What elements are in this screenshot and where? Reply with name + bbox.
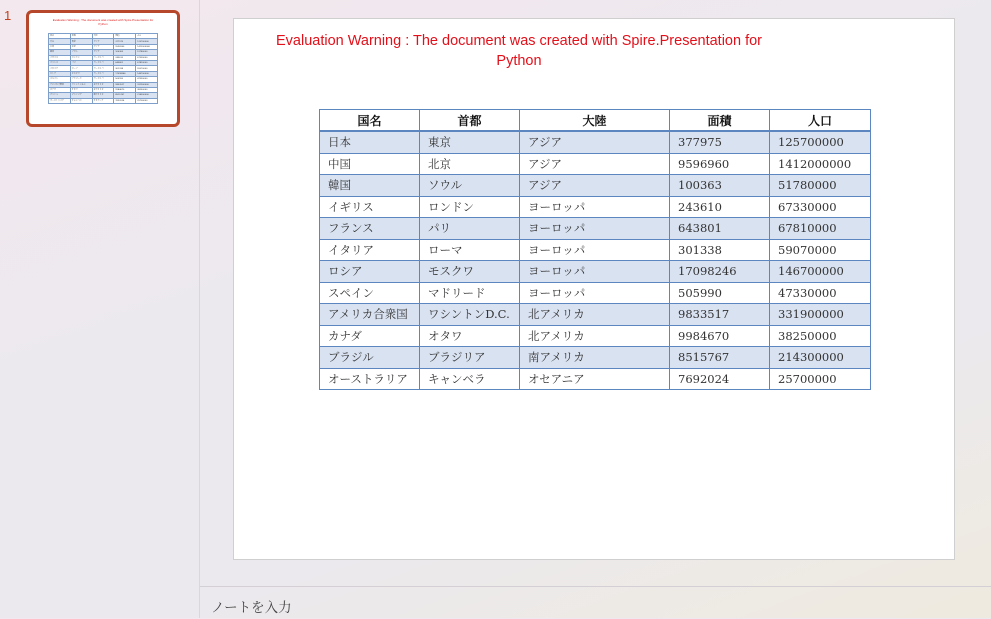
notes-pane[interactable] bbox=[200, 586, 991, 619]
thumbnail-table-cell: 505990 bbox=[114, 77, 136, 82]
thumbnail-table-row bbox=[49, 98, 158, 103]
table-header-cell[interactable]: 国名 bbox=[320, 110, 420, 132]
table-cell[interactable]: 214300000 bbox=[770, 347, 871, 369]
thumbnail-table-cell: 331900000 bbox=[136, 82, 158, 87]
table-cell[interactable]: ヨーロッパ bbox=[520, 261, 670, 283]
table-row bbox=[320, 325, 871, 347]
thumbnail-table-cell: 301338 bbox=[114, 66, 136, 71]
thumbnail-table-cell: ヨーロッパ bbox=[92, 55, 114, 60]
slide-thumbnail-pane bbox=[0, 0, 200, 618]
thumbnail-table-cell: オタワ bbox=[70, 87, 92, 92]
table-cell[interactable]: フランス bbox=[320, 218, 420, 240]
table-row bbox=[320, 153, 871, 175]
table-cell[interactable]: パリ bbox=[420, 218, 520, 240]
table-row bbox=[320, 368, 871, 390]
thumbnail-table-cell: 146700000 bbox=[136, 71, 158, 76]
table-cell[interactable]: 中国 bbox=[320, 153, 420, 175]
thumbnail-table-cell: 51780000 bbox=[136, 50, 158, 55]
thumbnail-table-cell: アジア bbox=[92, 39, 114, 44]
thumbnail-table-cell: 人口 bbox=[136, 34, 158, 39]
thumbnail-table-cell: ヨーロッパ bbox=[92, 66, 114, 71]
slide-canvas[interactable] bbox=[233, 18, 955, 560]
thumbnail-table-cell: ローマ bbox=[70, 66, 92, 71]
table-cell[interactable]: 1412000000 bbox=[770, 153, 871, 175]
thumbnail-table-cell: カナダ bbox=[49, 87, 71, 92]
table-cell[interactable]: 東京 bbox=[420, 131, 520, 153]
table-cell[interactable]: モスクワ bbox=[420, 261, 520, 283]
table-cell[interactable]: 146700000 bbox=[770, 261, 871, 283]
table-cell[interactable]: 505990 bbox=[670, 282, 770, 304]
thumbnail-table-cell: 643801 bbox=[114, 60, 136, 65]
thumbnail-table-cell: 214300000 bbox=[136, 93, 158, 98]
thumbnail-table bbox=[48, 33, 158, 104]
table-header-row bbox=[320, 110, 871, 132]
thumbnail-table-cell: 125700000 bbox=[136, 39, 158, 44]
thumbnail-table-cell: ヨーロッパ bbox=[92, 77, 114, 82]
table-cell[interactable]: 17098246 bbox=[670, 261, 770, 283]
table-cell[interactable]: 25700000 bbox=[770, 368, 871, 390]
thumbnail-table-cell: ブラジル bbox=[49, 93, 71, 98]
thumbnail-table-cell: 北アメリカ bbox=[92, 82, 114, 87]
thumbnail-table-cell: ロンドン bbox=[70, 55, 92, 60]
table-cell[interactable]: ソウル bbox=[420, 175, 520, 197]
table-row bbox=[320, 261, 871, 283]
table-cell[interactable]: ローマ bbox=[420, 239, 520, 261]
table-cell[interactable]: 243610 bbox=[670, 196, 770, 218]
table-cell[interactable]: 59070000 bbox=[770, 239, 871, 261]
table-cell[interactable]: スペイン bbox=[320, 282, 420, 304]
table-cell[interactable]: アメリカ合衆国 bbox=[320, 304, 420, 326]
thumbnail-table-cell: 59070000 bbox=[136, 66, 158, 71]
thumbnail-table-cell: 47330000 bbox=[136, 77, 158, 82]
thumbnail-table-cell: フランス bbox=[49, 60, 71, 65]
notes-placeholder[interactable]: ノートを入力 bbox=[211, 600, 292, 616]
slide-editor bbox=[200, 0, 991, 586]
table-cell[interactable]: 38250000 bbox=[770, 325, 871, 347]
thumbnail-table-cell: ブラジリア bbox=[70, 93, 92, 98]
thumbnail-table-cell: 韓国 bbox=[49, 50, 71, 55]
thumbnail-table-cell: 377975 bbox=[114, 39, 136, 44]
thumbnail-table-cell: 1412000000 bbox=[136, 44, 158, 49]
thumbnail-table-cell: ロシア bbox=[49, 71, 71, 76]
table-cell[interactable]: ヨーロッパ bbox=[520, 196, 670, 218]
thumbnail-table-cell: 東京 bbox=[70, 39, 92, 44]
table-cell[interactable]: 日本 bbox=[320, 131, 420, 153]
table-cell[interactable]: 51780000 bbox=[770, 175, 871, 197]
thumbnail-table-cell: 大陸 bbox=[92, 34, 114, 39]
table-row bbox=[320, 347, 871, 369]
thumbnail-table-cell: ヨーロッパ bbox=[92, 71, 114, 76]
table-cell[interactable]: 100363 bbox=[670, 175, 770, 197]
country-table[interactable] bbox=[319, 109, 871, 390]
table-cell[interactable]: 67810000 bbox=[770, 218, 871, 240]
table-cell[interactable]: マドリード bbox=[420, 282, 520, 304]
thumbnail-table-cell: 67330000 bbox=[136, 55, 158, 60]
table-cell[interactable]: ヨーロッパ bbox=[520, 218, 670, 240]
table-cell[interactable]: 643801 bbox=[670, 218, 770, 240]
table-cell[interactable]: 9833517 bbox=[670, 304, 770, 326]
thumbnail-table-cell: オセアニア bbox=[92, 98, 114, 103]
table-cell[interactable]: 301338 bbox=[670, 239, 770, 261]
thumbnail-table-cell: 北アメリカ bbox=[92, 87, 114, 92]
thumbnail-table-cell: ヨーロッパ bbox=[92, 60, 114, 65]
thumbnail-table-cell: 100363 bbox=[114, 50, 136, 55]
evaluation-warning bbox=[264, 31, 774, 71]
thumbnail-table-cell: 25700000 bbox=[136, 98, 158, 103]
table-row bbox=[320, 239, 871, 261]
thumbnail-warning: Evaluation Warning : The document was created with Spire.Presentation for Python bbox=[52, 18, 154, 26]
table-header-cell[interactable]: 面積 bbox=[670, 110, 770, 132]
table-cell[interactable]: イタリア bbox=[320, 239, 420, 261]
table-row bbox=[320, 175, 871, 197]
thumbnail-table-cell: 9833517 bbox=[114, 82, 136, 87]
thumbnail-table-cell: パリ bbox=[70, 60, 92, 65]
table-row bbox=[320, 304, 871, 326]
table-cell[interactable]: ヨーロッパ bbox=[520, 282, 670, 304]
thumbnail-table-cell: イギリス bbox=[49, 55, 71, 60]
table-cell[interactable]: 韓国 bbox=[320, 175, 420, 197]
table-cell[interactable]: 331900000 bbox=[770, 304, 871, 326]
table-cell[interactable]: ブラジル bbox=[320, 347, 420, 369]
table-cell[interactable]: 9596960 bbox=[670, 153, 770, 175]
thumbnail-table-cell: アジア bbox=[92, 44, 114, 49]
thumbnail-table-cell: 首都 bbox=[70, 34, 92, 39]
table-row bbox=[320, 218, 871, 240]
thumbnail-table-cell: キャンベラ bbox=[70, 98, 92, 103]
table-cell[interactable]: ブラジリア bbox=[420, 347, 520, 369]
thumbnail-table-cell: 中国 bbox=[49, 44, 71, 49]
thumbnail-table-cell: オーストラリア bbox=[49, 98, 71, 103]
warning-line-2: Python bbox=[496, 53, 542, 69]
table-cell[interactable]: 67330000 bbox=[770, 196, 871, 218]
thumbnail-table-cell: イタリア bbox=[49, 66, 71, 71]
thumbnail-table-cell: 日本 bbox=[49, 39, 71, 44]
table-header-cell[interactable]: 首都 bbox=[420, 110, 520, 132]
table-row bbox=[320, 131, 871, 153]
table-cell[interactable]: オタワ bbox=[420, 325, 520, 347]
table-row bbox=[320, 282, 871, 304]
thumbnail-table-cell: ワシントンD.C. bbox=[70, 82, 92, 87]
slide-thumbnail[interactable] bbox=[26, 10, 180, 127]
thumbnail-table-cell: 北京 bbox=[70, 44, 92, 49]
table-cell[interactable]: アジア bbox=[520, 175, 670, 197]
table-cell[interactable]: 7692024 bbox=[670, 368, 770, 390]
thumbnail-table-cell: スペイン bbox=[49, 77, 71, 82]
thumbnail-table-cell: 面積 bbox=[114, 34, 136, 39]
table-cell[interactable]: アジア bbox=[520, 153, 670, 175]
table-cell[interactable]: 125700000 bbox=[770, 131, 871, 153]
table-cell[interactable]: オーストラリア bbox=[320, 368, 420, 390]
table-cell[interactable]: 北アメリカ bbox=[520, 304, 670, 326]
thumbnail-table-cell: 243610 bbox=[114, 55, 136, 60]
thumbnail-table-cell: 9596960 bbox=[114, 44, 136, 49]
thumbnail-table-cell: 8515767 bbox=[114, 93, 136, 98]
table-cell[interactable]: 8515767 bbox=[670, 347, 770, 369]
thumbnail-table-cell: アジア bbox=[92, 50, 114, 55]
table-cell[interactable]: アジア bbox=[520, 131, 670, 153]
thumbnail-table-cell: 7692024 bbox=[114, 98, 136, 103]
table-row bbox=[320, 196, 871, 218]
slide-number: 1 bbox=[4, 8, 12, 23]
thumbnail-table-cell: 67810000 bbox=[136, 60, 158, 65]
table-cell[interactable]: ヨーロッパ bbox=[520, 239, 670, 261]
table-cell[interactable]: 南アメリカ bbox=[520, 347, 670, 369]
table-cell[interactable]: キャンベラ bbox=[420, 368, 520, 390]
thumbnail-table-cell: 9984670 bbox=[114, 87, 136, 92]
thumbnail-table-cell: 17098246 bbox=[114, 71, 136, 76]
thumbnail-table-cell: アメリカ合衆国 bbox=[49, 82, 71, 87]
table-cell[interactable]: 北京 bbox=[420, 153, 520, 175]
table-header-cell[interactable]: 人口 bbox=[770, 110, 871, 132]
table-cell[interactable]: オセアニア bbox=[520, 368, 670, 390]
thumbnail-table-cell: 38250000 bbox=[136, 87, 158, 92]
table-cell[interactable]: カナダ bbox=[320, 325, 420, 347]
table-cell[interactable]: ロンドン bbox=[420, 196, 520, 218]
thumbnail-table-cell: 南アメリカ bbox=[92, 93, 114, 98]
table-cell[interactable]: 北アメリカ bbox=[520, 325, 670, 347]
table-header-cell[interactable]: 大陸 bbox=[520, 110, 670, 132]
table-cell[interactable]: イギリス bbox=[320, 196, 420, 218]
table-cell[interactable]: ワシントンD.C. bbox=[420, 304, 520, 326]
thumbnail-table-cell: モスクワ bbox=[70, 71, 92, 76]
thumbnail-table-cell: ソウル bbox=[70, 50, 92, 55]
thumbnail-table-cell: 国名 bbox=[49, 34, 71, 39]
thumbnail-table-cell: マドリード bbox=[70, 77, 92, 82]
warning-line-1: Evaluation Warning : The document was created with Spire.Presentation for bbox=[275, 33, 762, 49]
table-cell[interactable]: ロシア bbox=[320, 261, 420, 283]
table-cell[interactable]: 9984670 bbox=[670, 325, 770, 347]
table-cell[interactable]: 47330000 bbox=[770, 282, 871, 304]
table-cell[interactable]: 377975 bbox=[670, 131, 770, 153]
